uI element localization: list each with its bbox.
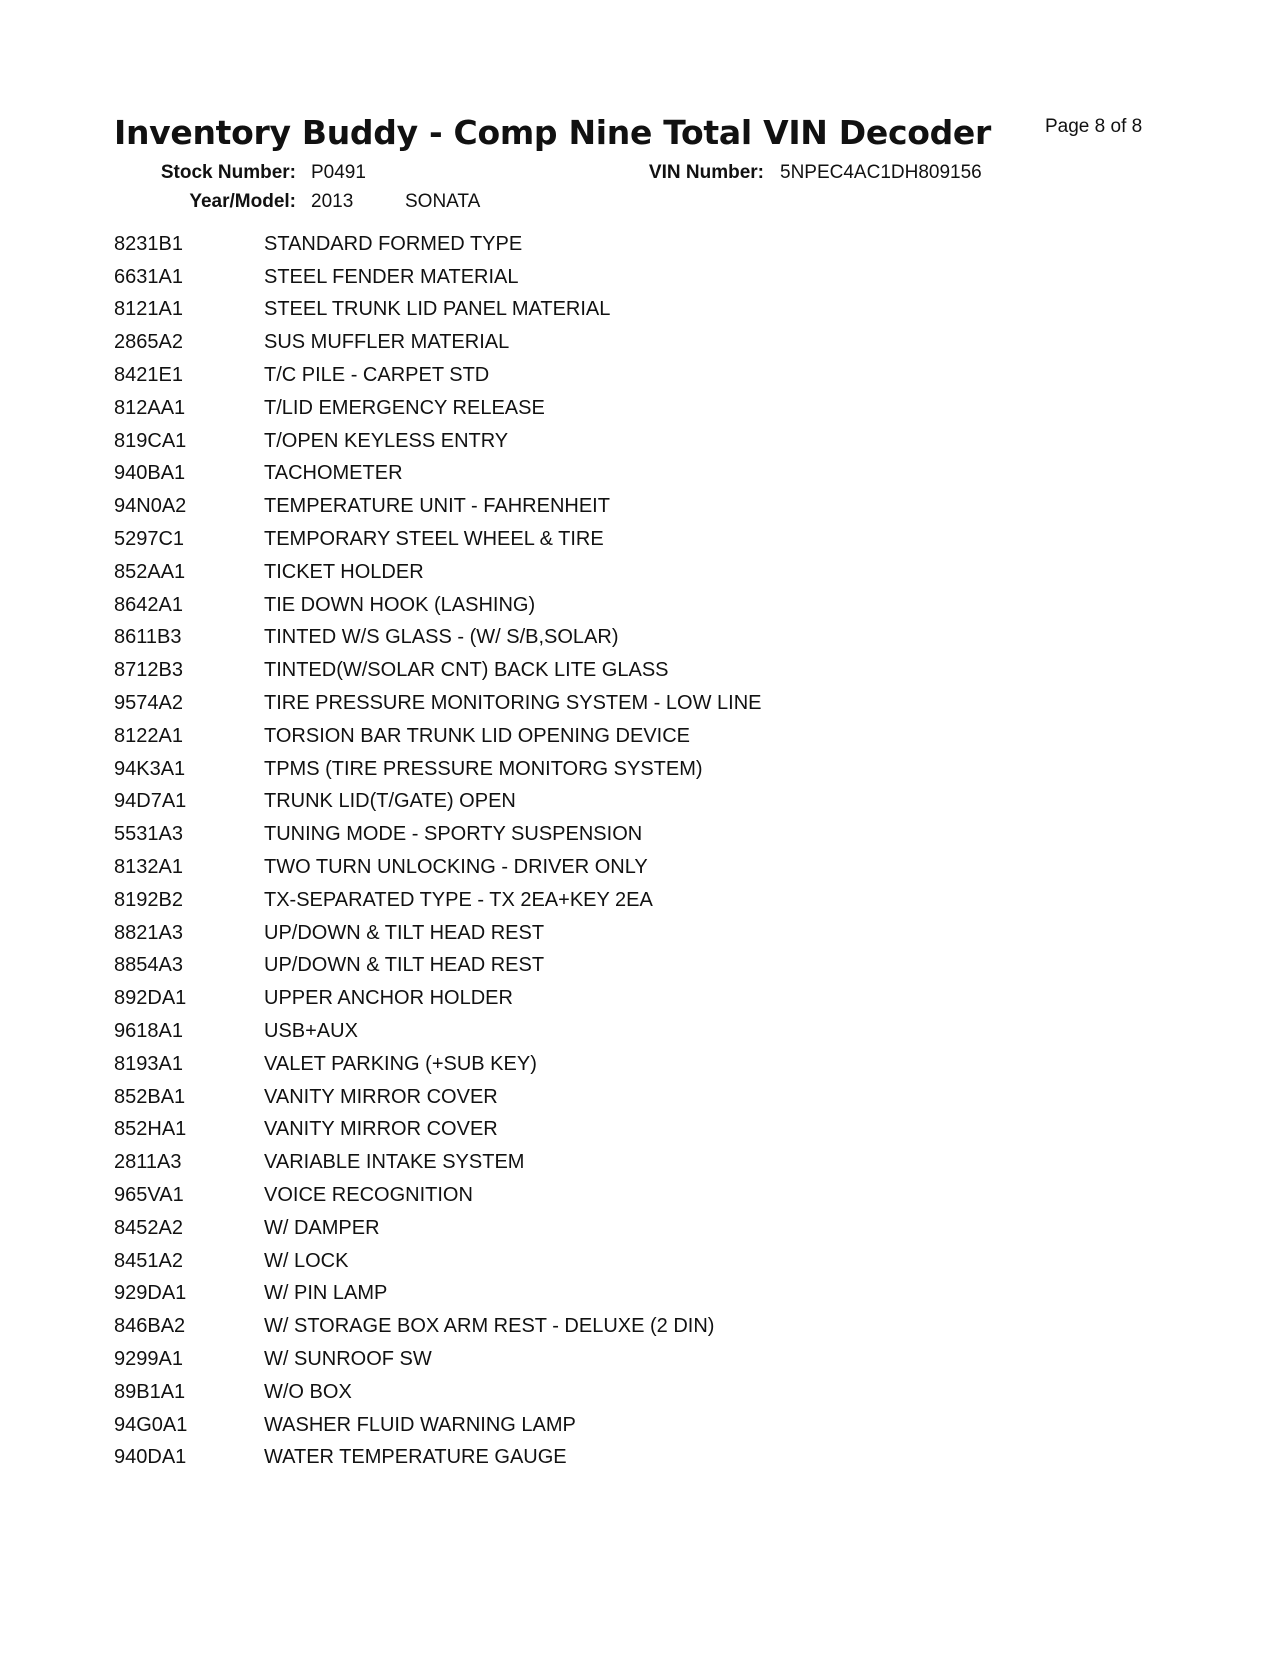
option-row (114, 1343, 1114, 1376)
option-row (114, 228, 1114, 261)
option-code: 8193A1 (114, 1052, 183, 1075)
option-row (114, 556, 1114, 589)
option-description: TACHOMETER (264, 462, 403, 485)
option-description: T/LID EMERGENCY RELEASE (264, 396, 545, 419)
option-code: 2811A3 (114, 1151, 182, 1174)
option-description: TEMPORARY STEEL WHEEL & TIRE (264, 528, 604, 551)
option-description: WATER TEMPERATURE GAUGE (264, 1446, 567, 1469)
option-description: SUS MUFFLER MATERIAL (264, 331, 510, 354)
option-row (114, 490, 1114, 523)
model-value: SONATA (405, 191, 481, 212)
option-code: 940DA1 (114, 1446, 187, 1469)
option-code: 94G0A1 (114, 1413, 188, 1436)
option-code: 892DA1 (114, 987, 187, 1010)
option-code: 819CA1 (114, 429, 187, 452)
option-code: 8611B3 (114, 626, 182, 649)
option-description: W/ LOCK (264, 1249, 349, 1272)
option-code: 940BA1 (114, 462, 186, 485)
option-description: VANITY MIRROR COVER (264, 1085, 498, 1108)
option-description: TICKET HOLDER (264, 560, 424, 583)
option-row (114, 1048, 1114, 1081)
option-row (114, 753, 1114, 786)
option-code: 8132A1 (114, 856, 183, 879)
option-code: 852AA1 (114, 560, 186, 583)
option-description: UPPER ANCHOR HOLDER (264, 987, 513, 1010)
option-code: 2865A2 (114, 331, 183, 354)
option-description: TINTED(W/SOLAR CNT) BACK LITE GLASS (264, 659, 669, 682)
option-description: VARIABLE INTAKE SYSTEM (264, 1151, 525, 1174)
option-row (114, 1146, 1114, 1179)
vin-number-label: VIN Number: (648, 162, 764, 183)
option-row (114, 589, 1114, 622)
page-indicator: Page 8 of 8 (1045, 116, 1143, 137)
option-description: UP/DOWN & TILT HEAD REST (264, 921, 545, 944)
option-code: 8821A3 (114, 921, 183, 944)
option-code: 8121A1 (114, 298, 183, 321)
option-row (114, 359, 1114, 392)
option-row (114, 1015, 1114, 1048)
year-value: 2013 (311, 191, 354, 212)
option-code: 8122A1 (114, 724, 183, 747)
option-description: VALET PARKING (+SUB KEY) (264, 1052, 537, 1075)
option-description: W/ STORAGE BOX ARM REST - DELUXE (2 DIN) (264, 1315, 715, 1338)
option-description: TPMS (TIRE PRESSURE MONITORG SYSTEM) (264, 757, 703, 780)
option-code: 9299A1 (114, 1347, 183, 1370)
option-code: 8421E1 (114, 364, 183, 387)
option-row (114, 1179, 1114, 1212)
option-code: 8854A3 (114, 954, 183, 977)
option-row (114, 818, 1114, 851)
option-code: 94D7A1 (114, 790, 187, 813)
option-row (114, 1212, 1114, 1245)
option-row (114, 294, 1114, 327)
option-row (114, 622, 1114, 655)
option-description: TORSION BAR TRUNK LID OPENING DEVICE (264, 724, 691, 747)
option-row (114, 884, 1114, 917)
option-code: 8451A2 (114, 1249, 183, 1272)
option-code: 9574A2 (114, 692, 183, 715)
option-row (114, 1310, 1114, 1343)
option-row (114, 687, 1114, 720)
option-description: W/ SUNROOF SW (264, 1347, 432, 1370)
option-description: TX-SEPARATED TYPE - TX 2EA+KEY 2EA (264, 888, 653, 911)
option-code: 6631A1 (114, 265, 183, 288)
option-code: 8642A1 (114, 593, 183, 616)
option-description: W/ PIN LAMP (264, 1282, 388, 1305)
option-row (114, 1441, 1114, 1474)
option-description: VANITY MIRROR COVER (264, 1118, 498, 1141)
option-code: 8192B2 (114, 888, 183, 911)
option-description: TIE DOWN HOOK (LASHING) (264, 593, 536, 616)
option-row (114, 425, 1114, 458)
option-code: 846BA2 (114, 1315, 186, 1338)
option-row (114, 261, 1114, 294)
vin-number-value: 5NPEC4AC1DH809156 (780, 162, 982, 183)
option-code: 8231B1 (114, 232, 183, 255)
option-code-list (114, 228, 1114, 1474)
option-description: T/C PILE - CARPET STD (264, 364, 490, 387)
option-code: 8452A2 (114, 1216, 183, 1239)
option-row (114, 523, 1114, 556)
option-description: TWO TURN UNLOCKING - DRIVER ONLY (264, 856, 648, 879)
option-code: 94K3A1 (114, 757, 186, 780)
option-row (114, 950, 1114, 983)
option-row (114, 1376, 1114, 1409)
stock-number-value: P0491 (311, 162, 366, 183)
option-row (114, 392, 1114, 425)
option-code: 812AA1 (114, 396, 186, 419)
option-row (114, 1114, 1114, 1147)
option-description: USB+AUX (264, 1020, 358, 1043)
option-code: 5531A3 (114, 823, 183, 846)
option-description: VOICE RECOGNITION (264, 1184, 473, 1206)
option-description: TIRE PRESSURE MONITORING SYSTEM - LOW LINE (264, 692, 762, 715)
option-description: STEEL FENDER MATERIAL (264, 265, 519, 288)
option-row (114, 917, 1114, 950)
option-code: 965VA1 (114, 1184, 184, 1206)
option-code: 9618A1 (114, 1020, 183, 1043)
option-description: TUNING MODE - SPORTY SUSPENSION (264, 823, 643, 846)
option-row (114, 458, 1114, 491)
option-description: TEMPERATURE UNIT - FAHRENHEIT (264, 495, 610, 518)
option-row (114, 720, 1114, 753)
option-description: TINTED W/S GLASS - (W/ S/B,SOLAR) (264, 626, 619, 649)
option-row (114, 851, 1114, 884)
option-description: W/O BOX (264, 1380, 352, 1403)
option-row (114, 786, 1114, 819)
option-description: TRUNK LID(T/GATE) OPEN (264, 790, 516, 813)
option-row (114, 1278, 1114, 1311)
year-model-label: Year/Model: (189, 191, 296, 212)
option-code: 8712B3 (114, 659, 183, 682)
stock-number-label: Stock Number: (160, 162, 296, 183)
option-code: 5297C1 (114, 528, 185, 551)
option-code: 94N0A2 (114, 495, 187, 518)
option-code: 89B1A1 (114, 1380, 186, 1403)
option-code: 852BA1 (114, 1085, 186, 1108)
option-description: STANDARD FORMED TYPE (264, 232, 523, 255)
option-description: STEEL TRUNK LID PANEL MATERIAL (264, 298, 611, 321)
option-description: T/OPEN KEYLESS ENTRY (264, 429, 509, 452)
option-row (114, 1245, 1114, 1278)
option-row (114, 1081, 1114, 1114)
option-description: W/ DAMPER (264, 1216, 380, 1239)
option-row (114, 1409, 1114, 1442)
option-description: UP/DOWN & TILT HEAD REST (264, 954, 545, 977)
option-row (114, 326, 1114, 359)
option-code: 852HA1 (114, 1118, 187, 1141)
option-row (114, 982, 1114, 1015)
option-row (114, 654, 1114, 687)
document-title: Inventory Buddy - Comp Nine Total VIN Decoder (114, 113, 991, 152)
option-code: 929DA1 (114, 1282, 187, 1305)
option-description: WASHER FLUID WARNING LAMP (264, 1413, 576, 1436)
